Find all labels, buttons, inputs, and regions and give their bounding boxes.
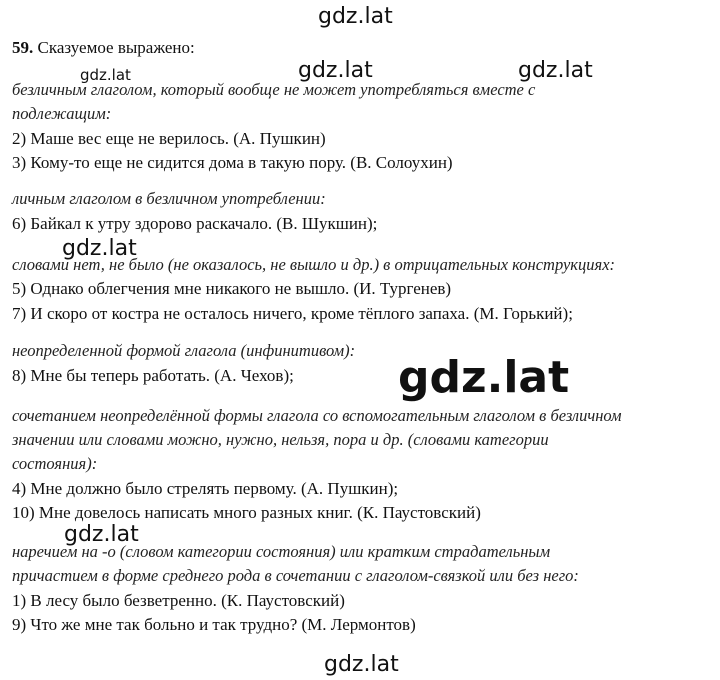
section-heading: неопределенной формой глагола (инфинитивом): [12, 341, 356, 360]
example-sentence: 3) Кому-то еще не сидится дома в такую пору. (В. Солоухин) [12, 153, 453, 172]
example-sentence: 1) В лесу было безветренно. (К. Паустовский) [12, 591, 345, 610]
task-header [12, 37, 195, 59]
section-heading: словами нет, не было (не оказалось, не вышло и др.) в отрицательных конструкциях: [12, 255, 616, 274]
section-heading: подлежащим: [12, 104, 112, 123]
watermark: gdz.lat [62, 236, 137, 261]
watermark: gdz.lat [318, 4, 393, 29]
example-sentence: 7) И скоро от костра не осталось ничего, кроме тёплого запаха. (М. Горький); [12, 304, 573, 323]
section-heading: сочетанием неопределённой формы глагола со вспомогательным глаголом в безличном [12, 406, 622, 425]
section-heading: безличным глаголом, который вообще не может употребляться вместе с [12, 80, 536, 99]
example-sentence: 5) Однако облегчения мне никакого не вышло. (И. Тургенев) [12, 279, 452, 298]
example-sentence: 4) Мне должно было стрелять первому. (А. Пушкин); [12, 479, 399, 498]
watermark: gdz.lat [80, 66, 131, 84]
watermark: gdz.lat [64, 522, 139, 547]
task-number: 59. [12, 38, 34, 57]
example-sentence: 6) Байкал к утру здорово раскачало. (В. Шукшин); [12, 214, 378, 233]
example-sentence: 9) Что же мне так больно и так трудно? (М. Лермонтов) [12, 615, 416, 634]
watermark: gdz.lat [298, 58, 373, 83]
section-heading: причастием в форме среднего рода в сочетании с глаголом-связкой или без него: [12, 566, 579, 585]
task-title: Сказуемое выражено: [37, 38, 195, 57]
section-heading: значении или словами можно, нужно, нельзя, пора и др. (словами категории [12, 430, 549, 449]
section-heading: личным глаголом в безличном употреблении: [12, 189, 326, 208]
section-heading: наречием на -о (словом категории состояния) или кратким страдательным [12, 542, 551, 561]
example-sentence: 8) Мне бы теперь работать. (А. Чехов); [12, 366, 294, 385]
example-sentence: 10) Мне довелось написать много разных книг. (К. Паустовский) [12, 503, 481, 522]
watermark: gdz.lat [518, 58, 593, 83]
watermark: gdz.lat [324, 652, 399, 677]
example-sentence: 2) Маше вес еще не верилось. (А. Пушкин) [12, 129, 326, 148]
section-heading: состояния): [12, 454, 98, 473]
watermark-large: gdz.lat [398, 352, 570, 403]
